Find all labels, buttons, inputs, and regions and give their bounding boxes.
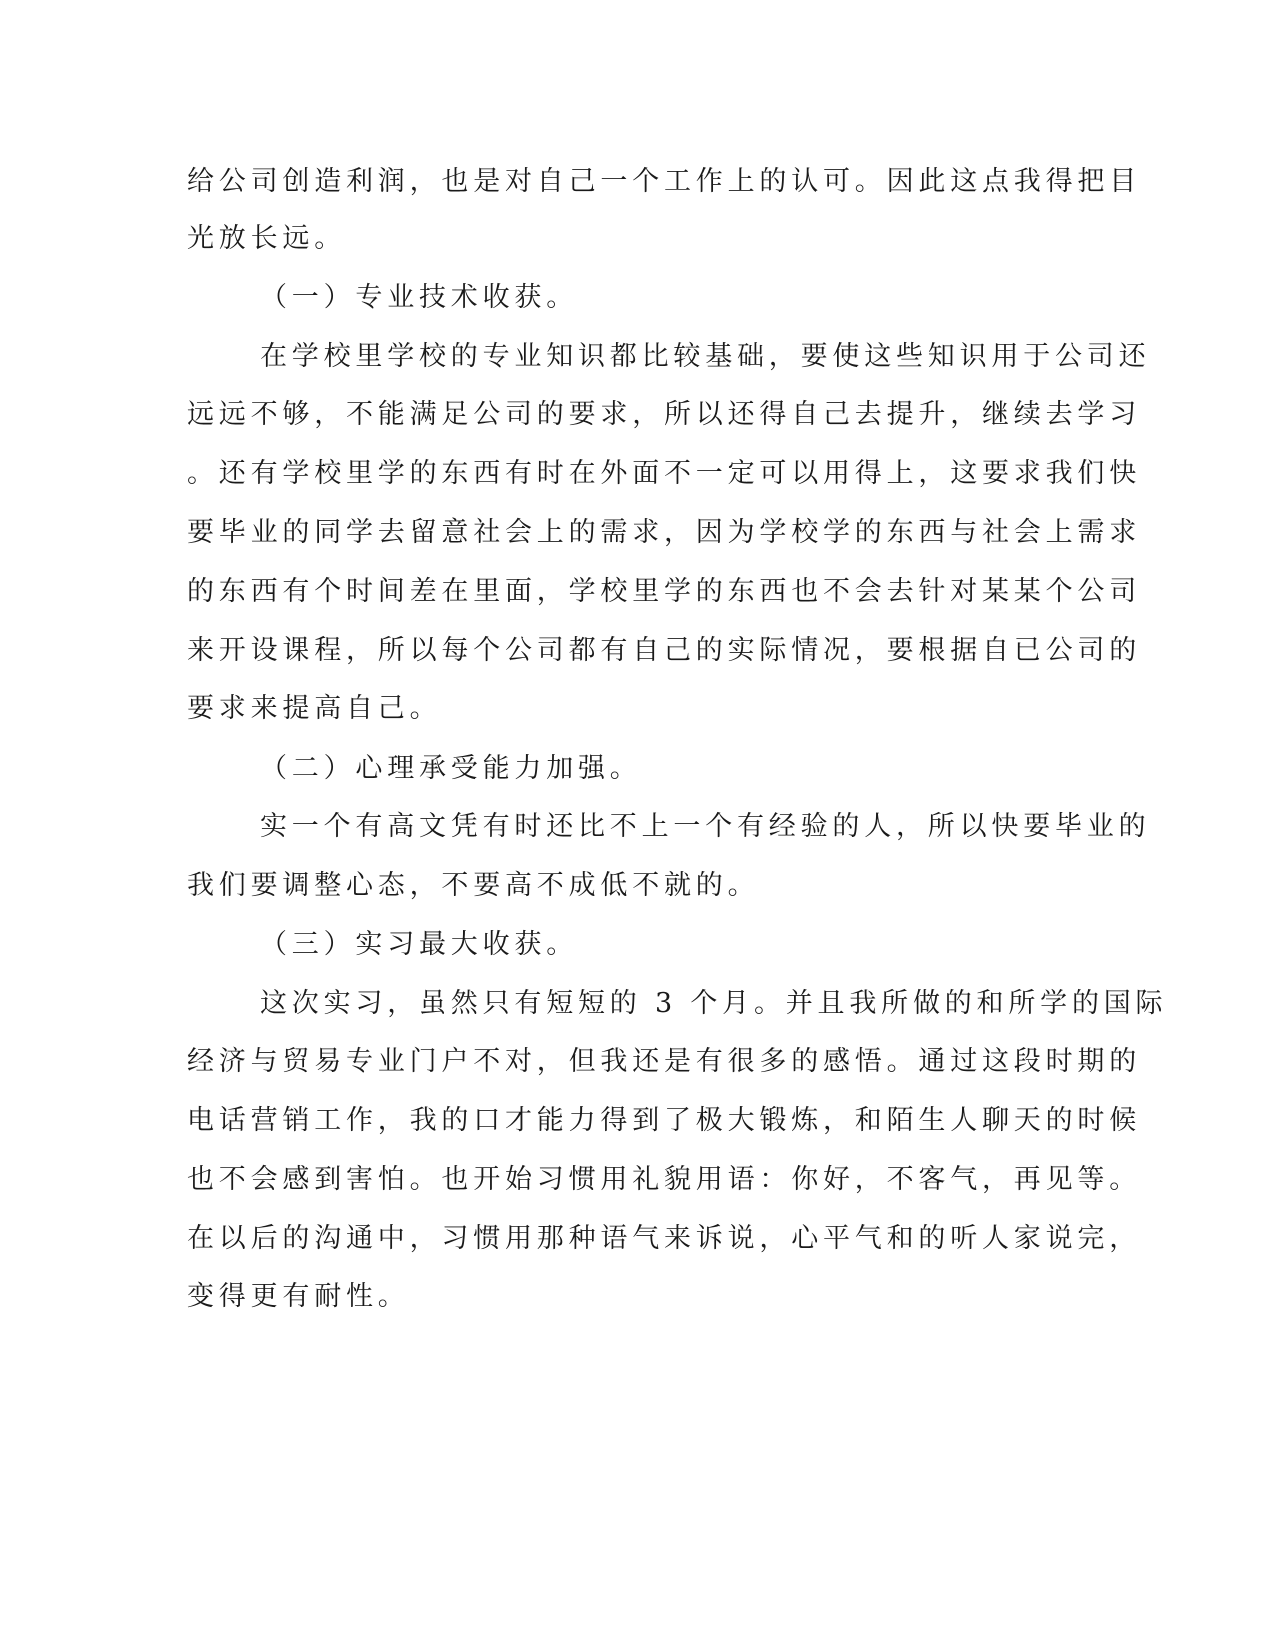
paragraph-3-line-1: 实一个有高文凭有时还比不上一个有经验的人，所以快要毕业的 [260,811,1151,842]
paragraph-4-line-5: 在以后的沟通中，习惯用那种语气来诉说，心平气和的听人家说完， [187,1223,1141,1254]
paragraph-4-line-6: 变得更有耐性。 [187,1281,410,1312]
paragraph-1-line-2: 光放长远。 [187,223,346,254]
paragraph-2-line-6: 来开设课程，所以每个公司都有自己的实际情况，要根据自已公司的 [187,635,1141,666]
paragraph-4-line-1: 这次实习，虽然只有短短的 3 个月。并且我所做的和所学的国际 [260,988,1168,1019]
section-heading-2: （二）心理承受能力加强。 [260,753,642,784]
section-heading-1: （一）专业技术收获。 [260,282,578,313]
section-heading-3: （三）实习最大收获。 [260,929,578,960]
paragraph-4-line-3: 电话营销工作，我的口才能力得到了极大锻炼，和陌生人聊天的时候 [187,1105,1141,1136]
paragraph-2-line-2: 远远不够，不能满足公司的要求，所以还得自己去提升，继续去学习 [187,399,1141,430]
paragraph-2-line-4: 要毕业的同学去留意社会上的需求，因为学校学的东西与社会上需求 [187,517,1141,548]
paragraph-3-line-2: 我们要调整心态，不要高不成低不就的。 [187,870,760,901]
paragraph-4-line-4: 也不会感到害怕。也开始习惯用礼貌用语：你好，不客气，再见等。 [187,1164,1141,1195]
paragraph-2-line-7: 要求来提高自己。 [187,693,442,724]
paragraph-2-line-1: 在学校里学校的专业知识都比较基础，要使这些知识用于公司还 [260,341,1151,372]
paragraph-1-line-1: 给公司创造利润，也是对自己一个工作上的认可。因此这点我得把目 [187,166,1141,197]
paragraph-2-line-3: 。还有学校里学的东西有时在外面不一定可以用得上，这要求我们快 [187,458,1141,489]
paragraph-4-line-2: 经济与贸易专业门户不对，但我还是有很多的感悟。通过这段时期的 [187,1046,1141,1077]
paragraph-2-line-5: 的东西有个时间差在里面，学校里学的东西也不会去针对某某个公司 [187,576,1141,607]
